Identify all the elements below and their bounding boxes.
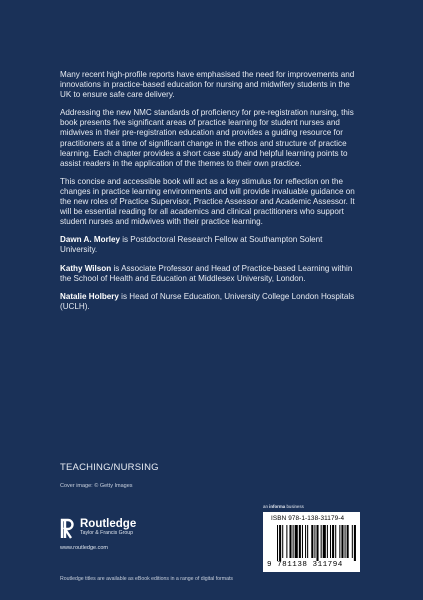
barcode-bar [314,525,315,558]
barcode-bar [347,525,349,558]
barcode-bar [327,525,328,558]
publisher-logo [60,518,180,539]
author-name: Natalie Holbery [60,291,119,301]
barcode-bar [345,525,346,558]
barcode-bar [299,525,301,558]
isbn-barcode [263,512,360,572]
back-cover-blurb [60,70,360,320]
barcode-bar [277,525,278,561]
barcode-bar [316,525,318,561]
author-description: is Associate Professor and Head of Practice-based Learning within the School of Health and Education at Middlesex University, London. [60,263,353,283]
barcode-bars [277,525,357,561]
author-name: Kathy Wilson [60,263,112,273]
barcode-bar [293,525,294,558]
barcode-bar [305,525,306,558]
barcode-bar [279,525,281,561]
publisher-name: Routledge [80,518,137,530]
blurb-paragraph: This concise and accessible book will act as a key stimulus for reflection on the changes in practice learning environments and will provide invaluable guidance on the new roles of Practice Supervisor, Practice Assessor and Academic Assessor. It will be essential reading for all academics and clinical practitioners who support student nurses and midwives with their practice learning. [60,176,355,227]
barcode-bar [302,525,303,558]
publisher-url[interactable]: www.routledge.com [60,545,108,551]
author-description: is Head of Nurse Education, University College London Hospitals (UCLH). [60,291,355,311]
subject-category: TEACHING/NURSING [60,462,159,473]
barcode-bar [335,525,336,558]
author-description: is Postdoctoral Research Fellow at Southampton Solent University. [60,235,323,255]
author-bio [60,235,360,255]
barcode-bar [323,525,326,558]
barcode-bar [339,525,340,558]
barcode-bar [286,525,287,558]
barcode-bar [311,525,313,558]
routledge-r-icon [60,518,75,539]
informa-tagline [263,504,304,509]
informa-brand: informa [269,504,286,509]
barcode-bar [295,525,298,558]
barcode-bar [307,525,308,558]
author-bio [60,292,360,312]
barcode-bar [289,525,291,558]
barcode-bar [332,525,334,558]
barcode-bar [321,525,322,558]
author-name: Dawn A. Morley [60,235,120,245]
publisher-group: Taylor & Francis Group [80,530,134,536]
barcode-bar [354,525,356,561]
blurb-paragraph: Many recent high-profile reports have emphasised the need for improvements and innovations in practice-based education for nursing and midwifery students in the UK to ensure safe care delivery. [60,70,355,100]
barcode-bar [352,525,353,558]
isbn-number: ISBN 978-1-138-31179-4 [271,515,345,522]
ebook-note: Routledge titles are available as eBook editions in a range of digital formats [60,576,234,582]
cover-image-credit: Cover image: © Getty Images [60,483,133,489]
blurb-paragraph: Addressing the new NMC standards of proficiency for pre-registration nursing, this book presents five significant areas of practice learning for student nurses and midwives in their pre-registration education and provides a guiding resource for practitioners at a time of significant change in the ethos and structure of practice learning. Each chapter provides a short case study and helpful learning points to assist readers in the application of the themes to their own practice. [60,108,354,168]
barcode-bar [330,525,331,558]
informa-suffix: business [285,504,304,509]
barcode-bar [282,525,283,558]
barcode-bar [341,525,343,558]
informa-prefix: an [263,504,270,509]
author-bio [60,264,360,284]
barcode-digits: 9 781138 311794 [267,561,343,569]
